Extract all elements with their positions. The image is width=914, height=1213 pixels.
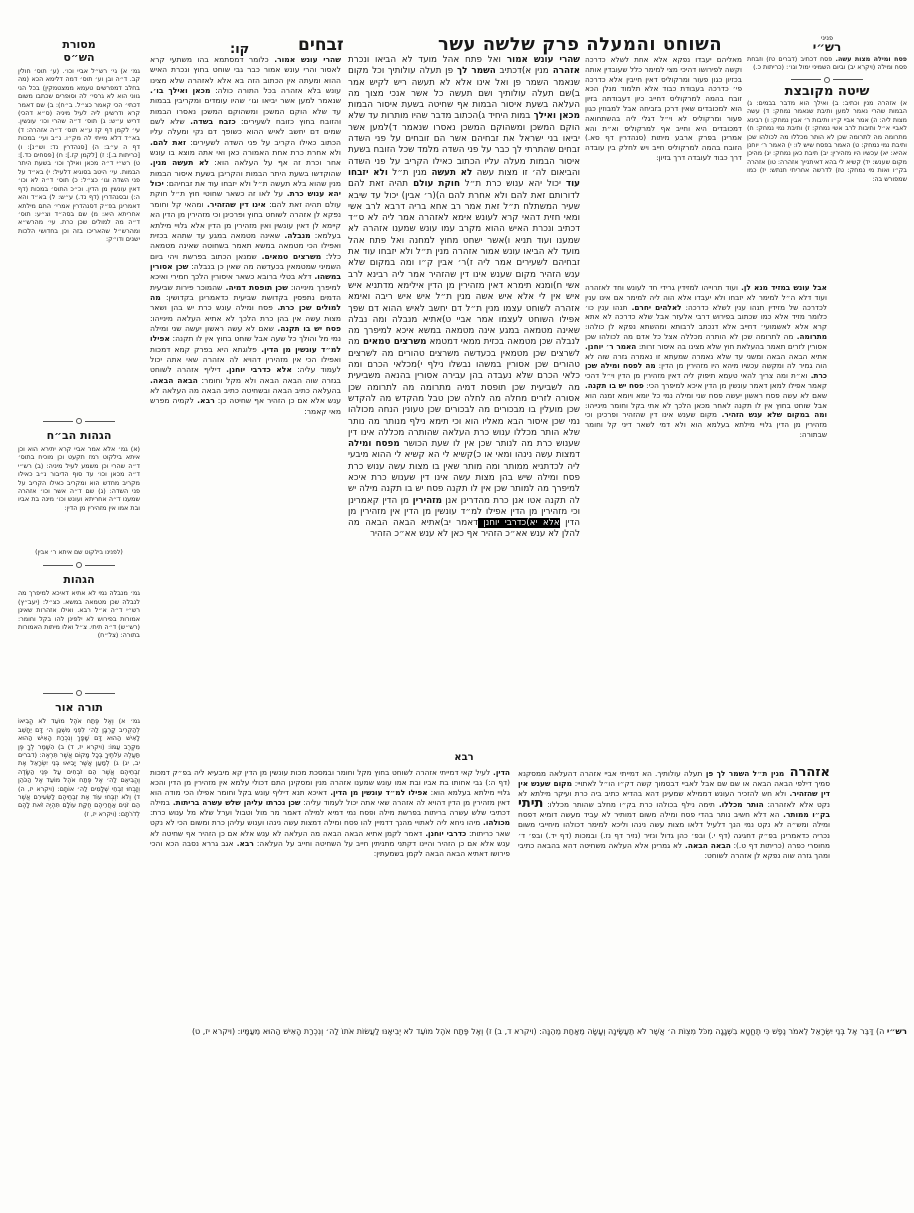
entry-catchword: אינו דין שהזהיר. <box>203 199 266 209</box>
torah-or-apparatus <box>58 1026 907 1054</box>
entry-catchword: האמר ר׳ יוחנן. <box>585 341 637 351</box>
entry-catchword: זאת להם. <box>150 137 187 147</box>
entry-catchword: מכאן ואילך בו׳. <box>150 86 211 96</box>
torah-or-text: גמ׳ א) וְאֶל פֶּתַח אֹהֶל מוֹעֵד לֹא הֱבִיאוֹ לְהַקְרִיב קָרְבָּן לַה׳ לִפְנֵי מִשְׁכַּן ה׳ דָּם יֵחָשֵׁב לָאִישׁ הַהוּא דָּם שָׁפָךְ וְנִכְרַת הָאִישׁ הַהוּא מִקֶּרֶב עַמּוֹ: (ויקרא יז, ד) ב) הִשָּׁמֶר לְךָ פֶּן תַּעֲלֶה עֹלֹתֶיךָ בְּכָל מָקוֹם אֲשֶׁר תִּרְאֶה: (דברים יב, יג) ג) לְמַעַן אֲשֶׁר יָבִיאוּ בְּנֵי יִשְׂרָאֵל אֶת זִבְחֵיהֶם אֲשֶׁר הֵם זֹבְחִים עַל פְּנֵי הַשָּׂדֶה וֶהֱבִיאֻם לַה׳ אֶל פֶּתַח אֹהֶל מוֹעֵד אֶל הַכֹּהֵן וְזָבְחוּ זִבְחֵי שְׁלָמִים לַה׳ אוֹתָם: (ויקרא יז, ה) ד) וְלֹא יִזְבְּחוּ עוֹד אֶת זִבְחֵיהֶם לַשְּׂעִירִם אֲשֶׁר הֵם זֹנִים אַחֲרֵיהֶם חֻקַּת עוֹלָם תִּהְיֶה זֹּאת לָהֶם לְדֹרֹתָם: (ויקרא יז, ז) <box>18 717 140 818</box>
gemara-column <box>348 55 580 769</box>
entry-catchword: לאלהים יחרם. <box>627 302 682 312</box>
gemara-run: מנין א)דכתיב <box>495 66 549 77</box>
gemara-run: ולא יזבחו עוד <box>348 167 580 190</box>
gemara-run: יכול יהא ענוש כרת ת״ל <box>460 179 561 190</box>
hagahot-title: הגהות <box>63 573 95 587</box>
gemara-run: שהרי עונש אמור <box>500 55 580 65</box>
page-daf-number: קו: <box>230 42 250 57</box>
tosafot-column-top: מאליהם יעבדו נפקא אלא אחת לשלא כדרכה וקשה לפירושו דהיכי מצי למימר כלל שעובדין אותה בכזיון כגון פעור ומרקוליס דאין חייבין אלא כדרכה פי׳ כדרכה בעבודת כבוד אלא תלמוד מנלן הכא זובח בהמה למרקוליס דחייב כיון דעבודתה בזיון הוא למכובדים שאין דרכן בזביחה אבל למבוזין כגון פעור ומרקוליס לא וי״ל דגלי ליה בהשתחואה דמכובדים היא וחייב אף למרקוליס וא״ת והא אמרינן בפרק ארבע מיתות (סנהדרין דף סא.) הזובח בהמה למרקוליס חייב ויש לחלק בין עובדה דרך כבוד לעובדה דרך בזיון: <box>585 55 742 162</box>
tosafot-bottom-continuation: אזהרה מנין ת״ל השמר לך פן תעלה עולותיך. הא דמייתי אביי אזהרה דהעלאה ממסקנא סמיך דילפי הבאה הבאה או שם שם אבל לאביי דבסמוך קשה דק״ו הו״ל לאתויי: מקום שענש אין דין שהזהיר. ולא חש להזכיר העונש דממילא שמעינן דהא בהדיא כתיב ביה כרת ועיקר מילתא לא נקט אלא לאזהרה: הותר מכללו. תימה נילף בכולהו כרת בק״ו מחלב שהותר מכללו: תיתי בק״ו ממותר. הא דלא חשיב נותר בהדי פסח ומילה משום דמותיר לא עביד מעשה דומיא דפסח ומילה ומש״ה לא נקט נמי הנך דלעיל דלאו מצות עשה נינהו וליכא למימר דכולהו מיחייבי משום נכריה כדאמרינן בפ״ק דחגיגה (דף י.) ובפ׳ כהן גדול ונזיר (נזיר דף נז.) ובמכות (דף יד.) ובפ׳ ד׳ מחוסרי כפרה (כריתות דף ט.): הבאה הבאה. לא גמרינן אלא העלאה משחיטה דהא בהבאה כתיבי ומהך גזרה שוה נפקא לן אזהרה לשוחט: <box>518 768 830 1018</box>
divider-ornament <box>18 562 140 568</box>
gemara-run: לא תעשה <box>426 167 473 178</box>
gemara-run: דאמר יב)אתיא הבאה הבאה מה להלן לא ענש אא״כ הזהיר אף כאן לא ענש אא״כ הזהיר <box>348 518 580 540</box>
chapter-title: השוחט והמעלה פרק שלשה עשר <box>438 34 723 55</box>
gemara-run: פן תעלה עולותיך וכל מקום שנאמר השמר פן ואל אינו אלא לא תעשה ריש לקיש אמר ב)שם תעלה עולותיך ושם תעשה כל אשר אנכי מצוך מה העלאה בשעת איסור הבמות אף שחיטה בשעת איסור הבמות <box>348 66 580 111</box>
gemara-run: מזהירין <box>408 495 443 506</box>
shita-mekubetzet-title: שיטה מקובצת <box>784 83 870 99</box>
gemara-last-word: רבא <box>454 752 474 763</box>
peninei-label: פניני <box>820 34 834 42</box>
entry-catchword: הותר מכללו. <box>714 800 764 810</box>
hagahot-habach-text: (א) גמ׳ אלא אמר אביי קרא יתירא הוא וכן איתא בילקוט רמז תקעט וכן מוכיח בתוס׳ ד״ה שהרי וכן משמע לעיל מיניה: (ב) רש״י ד״ה מכאן וכו׳ עד סוף הדיבור נ״ב כאילו מקריב מחדש הוא ומקריב כאילו הקריב על פני השדה: (ג) שם ד״ה אשר וכו׳ אזהרה שמענו ד״ה אחריתא ועונש וכו׳ מינה בת אביו ובת אמו אין מזהירין מן הדין: <box>18 445 140 512</box>
pesach-umilah-head: פסח ומילה מצות עשה. <box>835 54 907 63</box>
rashi-commentary-column: שהרי עונש אמור. כלומר דמסתמא בהו משתעי קרא לאסור והרי עונש אמור כבר גבי שוחט בחוץ ונכרת האיש ההוא ומעתה אין הכתוב הזה בא אלא לאזהרה שלא מצינו עונש בלא אזהרה בכל התורה כולה: מכאן ואילך בו׳. שנאמר למען אשר יביאו וגו׳ שהיו עומדים ומקריבין בבמות עד שלא הוקם המשכן ומשהוקם המשכן נאסרו הבמות והזובח בחוץ כזובח לשעירים: כזבח בשדה. שלא לשם שמים דם יחשב לאיש ההוא כשופך דם נקי ומעלה עליו הכתוב כאילו הקריב על פני השדה לשעירים: זאת להם. ולא אחרת כרת אחת האמורה כאן ואי אתה מוצא בו עונש אחר וכרת זה אף על העלאה הוא: לא תעשה מנין. שהוקדשו בשעת היתר הבמות והקריבן בשעת איסור הבמות מנין שהוא בלא תעשה ת״ל ולא יזבחו עוד את זבחיהם: יכול יהא ענוש כרת. על לאו זה כשאר שחוטי חוץ ת״ל חוקת עולם תהיה זאת להם: אינו דין שהזהיר. ומהאי קל וחומר נפקא לן אזהרה לשוחט בחוץ ופרכינן וכי מזהירין מן הדין הא קיימא לן דאין עונשין ואין מזהירין מן הדין אלא גלויי מילתא בעלמא: מנבלה. שאינה מטמאה במגע עד שתהא בכזית ואפילו הכי מטמאה במשא תאמר בשחוטה שאינה מטמאה כלל: משרצים טמאים. שמנאן הכתוב בפרשת ויהי ביום השמיני שמטמאין בכעדשה מה שאין כן בנבלה: שכן אסורין במשהו. דלא בטלי ברובא כשאר איסורין הלכך חמירי ואיכא למיפרך מינייהו: שכן תופסת דמיה. שהמוכר פירות שביעית הדמים נתפסין בקדושת שביעית כדאמרינן בקדושין: מה למולים שכן כרת. פסח ומילה עונש כרת יש בהן ושאר מצות עשה אין בהן כרת הלכך לא אתיא העלאה מינייהו: פסח יש בו תקנה. שאם לא עשה ראשון יעשה שני ומילה נמי מל והולך כל שעה אבל שוחט בחוץ אין לו תקנה: אפילו למ״ד עונשין מן הדין. פלוגתא היא בפרק קמא דמכות ואפילו הכי אין מזהירין דהויא לה אזהרה שאי אתה יכול לעמוד עליה: אלא כדרבי יוחנן. דיליף אזהרה לשוחט בגזרה שוה הבאה הבאה ולא מקל וחומר: הבאה הבאה. בהעלאה כתיב הבאה ובשחיטה כתיב הבאה מה העלאה לא ענש אלא אם כן הזהיר אף שחיטה כן: רבא. לקמיה מפרש מאי קאמר: <box>150 55 341 416</box>
gemara-run: חוקת עולם <box>408 179 460 190</box>
tractate-title: זבחים <box>298 35 344 55</box>
masoret-hashas-text: גמ׳ א) גי׳ רש״ל אביי וכו׳. (ע׳ תוס׳ חולין קב. ד״ה ובן וע׳ תוס׳ דמה דלימא הכא (מה בחלב דמפרשים טעמא ממצטמקין) בכל הני גווני הוא לא גרסי׳ לה וסופרים שכתבו משום דכתי׳ הכי קאמר כצ״ל. ב״ח): ב) שם דאמר קרא ודרשינן ליה לעיל מיניה (ס״א דהכי) דריש ע״ש: ג) תוס׳ ד״ה שהרי וכו׳ עונשין. עי׳ לקמן דף קז ע״א תוס׳ ד״ה אזהרה: ד) בא״ד דלא מייתי לה מק״ו. נ״ב ועי׳ במכות דף ה ע״ב: ה) [סנהדרין נד: וש״נ]: ו) [כריתות ב.]: ז) [לקמן קז.]: ח) [פסחים כד.]: ט) רש״י ד״ה מכאן ואילך וכו׳ בשעת היתר הבמות. עי׳ היטב בסוגיא דלעיל: י) בא״ד על פני השדה וגו׳ כצ״ל: כ) תוס׳ ד״ה לא וכו׳ דאין עונשין מן הדין. וכ״כ התוס׳ במכות (דף ה:) ובסנהדרין (דף נד.) ע״ש: ל) בא״ד והא דאמרינן בפ״ק דסנהדרין אמרי׳ התם מילתא אחריתא היא: מ) שם בסה״ד וצ״ע: תוס׳ ד״ה מה למולים שכן כרת. עי׳ מהרש״א ומהרש״ל שהאריכו בזה וכן בחדושי הלכות ישנים ודו״ק: <box>18 67 140 244</box>
gemara-run: דמצות עשה נינהו ומאי או כ)קשיא לי הא קשיא לי ההוא מיבעי ליה לכדתניא ממותר ומה מותר שאין בו מצות עשה ענוש כרת פסח ומילה שיש בהן מצות עשה אינו דין שענוש כרת איכא למיפרך מה למותר שכן אין לו תקנה פסח יש בו תקנה מילה יש לה תקנה אטו אנן כרת מהדרינן אנן <box>348 450 580 506</box>
hagahot-text: גמ׳ מנבלה נמי לא אתיא דאיכא למיפרך מה לנבלה שכן מטמאה במשא. כצ״ל: (יעב״ץ) רש״י ד״ה א״ל רבא. ואילו אזהרות שאינן אמורות בפירוש לא ילפינן להו בקל וחומר: (רש״ש) ד״ה תיתי. צ״ל ואלו מיתות האמורות בתורה: (צל״ח) <box>18 589 140 640</box>
gemara-run: השמר לך <box>453 66 496 77</box>
entry-catchword: ומה במקום שלא ענש הזהיר. <box>716 410 827 420</box>
entry-catchword: מתרומה. <box>793 331 827 341</box>
hagahot-habach-title: הגהות הב״ח <box>46 429 112 442</box>
entry-catchword: רבא. <box>194 396 215 406</box>
entry-catchword: אפילו למ״ד עונשין מן הדין. <box>327 788 428 798</box>
entry-catchword: משרצים טמאים. <box>256 251 322 261</box>
gemara-run: אזהרה <box>548 66 580 77</box>
entry-catchword: אפילו למ״ד עונשין מן הדין. <box>150 334 341 354</box>
gemara-text <box>348 55 580 751</box>
entry-catchword: מכולהו. <box>480 818 510 828</box>
entry-catchword: מקום שענש אין דין שהזהיר. <box>518 779 830 799</box>
rashi-margin-title: רש״י <box>812 40 842 55</box>
entry-catchword: הדין. <box>490 768 510 777</box>
entry-catchword: כדרבי יוחנן. <box>422 828 467 838</box>
gemara-run: מנין ת״ל <box>387 167 427 178</box>
apparatus-rashi-label: רש״י <box>886 1027 907 1037</box>
shita-mekubetzet-text: א) אזהרה מנין וכתיב: ב) ואילך הוא מדבר בבמים: ג) הבמות שהרי נאמר למען ותיבת שנאמר נמחק: ד) עשה מצות ליה: ה) אמר אביי ק״ו ותיבות ר׳ אבין נמחק: ו) רבינא לאביי א״ל ותיבות לרב אשי נמחק: ז) ותיבת נמי נמחק: ח) מתרומה מה לתרומה שכן לא הותר מכללו מה לכולהו שכן ותיבת נמי נמחק: ט) האמר בפסח שיש לו: י) האמר ר׳ יוחנן אהיא: יא) עכשיו היו מזהירין: יב) תיבת כאן נמחק: יג) מהיכן מקום שענש: יד) קשיא לי בהא דאיתנייך אזהרה: טו) אזהרה בק״ו ואות מי נמחק: טז) לדרשה אחריתי תנתש: יז) כמו שמפורש בה: <box>747 99 907 183</box>
entry-catchword: אבל עונש במזיד מנא לן. <box>737 283 827 292</box>
entry-catchword: יכול יהא ענוש כרת. <box>150 179 341 199</box>
gemara-run: ואל פתח אהל מועד לא הביאו ונכרת <box>348 55 501 65</box>
entry-catchword: פסח יש בו תקנה. <box>585 380 644 390</box>
entry-catchword: מנין ת״ל השמר לך פן <box>702 769 785 778</box>
apparatus-verses: ה) דַּבֵּר אֶל בְּנֵי יִשְׂרָאֵל לֵאמֹר נֶפֶשׁ כִּי תֶחֱטָא בִשְׁגָגָה מִכֹּל מִצְוֹת ה׳ אֲשֶׁר לֹא תֵעָשֶׂינָה וְעָשָׂה מֵאַחַת מֵהֵנָּה: (ויקרא ד, ב) ז) וְאֶל פֶּתַח אֹהֶל מוֹעֵד לֹא יְבִיאֶנּוּ לַעֲשׂוֹת אֹתוֹ לַה׳ וְנִכְרַת הָאִישׁ הַהוּא מֵעַמָּיו: (ויקרא יז, ט) <box>191 1027 885 1036</box>
hagahot-habach-note: (לפנינו בילקוט שם איתא ר׳ אבין) <box>35 549 123 556</box>
entry-catchword: מנבלה. <box>280 230 311 240</box>
entry-catchword: שכן נכרתו עליהן שלש עשרה בריתות. <box>169 798 301 808</box>
entry-catchword: שכן אסורין במשהו. <box>150 261 341 282</box>
entry-catchword: הבאה הבאה. <box>150 375 198 385</box>
gemara-run: מכאן ואילך <box>530 111 580 122</box>
right-margin-column <box>747 34 907 286</box>
masoret-hashas-title: מסורת <box>62 38 96 51</box>
entry-catchword: פסח יש בו תקנה. <box>273 323 341 333</box>
gemara-run: תהיה זאת להם לדורותם זאת להם ולא אחרת להם ה)(ר׳ אבין) יכול עד שיבא שעיר המשתלח ת״ל זאת אמר רב אחא בריה דרבא לרב אשי ומאי חזית דהאי קרא לעונש אימא לאזהרה אמר ליה לא ס״ד דכתיב ונכרת האיש ההוא מקרב עמו עונש שמענו אזהרה לא שמענו ועוד תניא ו)אשר ישחט מחוץ למחנה ואל פתח אהל מועד לא הביאו עונש אמור אזהרה מנין ת״ל ולא יזבחו עוד את זבחיהם לשעירים אמר ליה ז)ר׳ אבין ק״ו ומה במקום שלא ענש הזהיר מקום שענש אינו דין שהזהיר אמר ליה רבינא לרב אשי ח)ומנא תימרא דאין מזהירין מן הדין אילימא מדתניא איש איש אין לי אלא איש אשה מנין ת״ל איש איש ריבה ואימא אזהרה לשוחט עצמו מנין ת״ל דם יחשב לאיש ההוא דם שפך אפילו השוחט לעצמו אמר אביי ט)אתיא מנבלה ומה נבלה שאינה מטמאה במגע אינה מטמאה במשא איכא למיפרך מה לנבלה שכן מטמאה בכזית ממאי דמטמא <box>348 179 580 348</box>
divider-ornament <box>18 690 140 696</box>
entry-catchword: מה לפסח ומילה שכן כרת. <box>585 361 827 381</box>
entry-catchword: כזבח בשדה. <box>184 117 236 127</box>
gemara-run: משרצים טמאים <box>359 337 427 348</box>
left-margin-column <box>18 36 140 1014</box>
entry-initial-word: תיתי <box>518 796 544 812</box>
divider-ornament <box>18 418 140 424</box>
entry-catchword: רבא. <box>233 838 254 848</box>
rashi-bottom-continuation: הדין. לעיל קאי דמייתי אזהרה לשוחט בחוץ מקל וחומר ובמסכת מכות עונשין מן הדין קא מיבעיא ליה בפ״ק דמכות (דף ה:) גבי אחותו בת אביו ובת אמו עונש שמענו אזהרה מנין ומסקינן התם דכולי עלמא אין מזהירין מן הדין והכא גלויי מילתא בעלמא הוא: אפילו למ״ד עונשין מן הדין. דאיכא תנא דיליף עונש בקל וחומר אפילו הכי מודה הוא דאין מזהירין מן הדין דהויא לה אזהרה שאי אתה יכול לעמוד עליה: שכן נכרתו עליהן שלש עשרה בריתות. במילה דכתיבי שלש עשרה בריתות בפרשת מילה ופסח נמי דמיא למילה דאמר מר מול וטבול וערל שלא מל ענוש כרת: מכולהו. מיהו ניחא ליה לאתויי מהנך דדמיין להו פסח ומילה דמצות עשה נינהו וענוש עליהן כרת ומשום הכי לא נקט שאר כריתות: כדרבי יוחנן. דאמר לקמן אתיא הבאה הבאה מה העלאה לא ענש אלא אם כן הזהיר אף שחיטה לא ענש אלא אם כן הזהיר והיינו דקתני מתניתין חייב על השחיטה וחייב על העלאה: רבא. אגב גררא נסבה הכא והכי פירושו דאתיא הבאה הבאה לקמן בשמעתין: <box>150 768 510 858</box>
entry-initial-word: אזהרה <box>784 768 830 780</box>
pesach-umilah-note <box>747 55 907 72</box>
tosafot-column-main: אבל עונש במזיד מנא לן. ועוד תרוייהו למזידין גרידי חד לעונש וחד לאזהרה ועוד דלא ה״ל למימר לא יזבחו ולא יעבדו אלא הוה ליה למימר אם אינו ענין לכדרכה של מזידין תנהו ענין לשלא כדרכה: לאלהים יחרם. תנהו ענין כו׳ כלומר מזיד אלא כמו שכתוב בפירוש דרבי אלעזר אבל שלא כדרכה לא אתא קרא אלא לאשמועי׳ דחייב אלא דנכתב לרבותא ומהשתא נפקא לן כולהו: מתרומה. מה לתרומה שכן לא הותרה מכללה אצל כל אדם מה לכולהו שכן אסורין לזרים תאמר בהעלאת חוץ שלא מצינו בה איסור זרות: האמר ר׳ יוחנן. אתיא הבאה הבאה ומשני עד שלא נאמרה שמעתא זו נאמרה גזרה שוה לא הוה גמיר לה ומקשה עכשיו מיהא היו מזהירין מן הדין: מה לפסח ומילה שכן כרת. וא״ת ומה צריך להאי טעמא תיפוק ליה דאין מזהירין מן הדין וי״ל דהכי קאמר אפילו למאן דאמר עונשין מן הדין איכא למיפרך הכי: פסח יש בו תקנה. שאם לא עשה פסח ראשון יעשה פסח שני ומילה נמי כל יומא ויומא זמנה הוא אבל שוחט בחוץ אין לו תקנה לאחר מכאן הלכך לא אתי בקל וחומר מינייהו: ומה במקום שלא ענש הזהיר. מקום שענש אינו דין שהזהיר ופרכינן וכי מזהירין מן הדין גלויי מילתא בעלמא הוא ולא דמי לשאר דיני קל וחומר שבתורה: <box>585 283 827 439</box>
torah-or-title: תורה אור <box>55 701 103 715</box>
pesach-umilah-body: פסח דכתיב (דברים טז) וזבחת פסח ומילה (ויקרא יב) וביום השמיני ימול וגו׳: (כריתות כ.) <box>747 54 907 72</box>
highlighted-selection[interactable]: אלא יא)כדרבי יוחנן <box>477 518 560 529</box>
masoret-hashas-title-2: הש״ס <box>63 51 95 64</box>
entry-catchword: לא תעשה מנין. <box>150 158 210 168</box>
gemara-run: במות היחיד ג)הכתוב מדבר שהיו מותרות עד שלא הוקם המשכן ומשהוקם המשכן נאסרו שנאמר ד)למען אשר יביאו בני ישראל את זבחיהם אשר הם זובחים על פני השדה זבחים שהתרתי לך כבר על פני השדה מלמד שכל הזובח בשעת איסור הבמות מעלה עליו הכתוב כאילו הקריב על פני השדה והביאום לה׳ זו מצות עשה <box>348 111 580 178</box>
entry-catchword: אלא כדרבי יוחנן. <box>220 365 292 375</box>
entry-catchword: שהרי עונש אמור. <box>268 55 341 64</box>
entry-catchword: מה למולים שכן כרת. <box>150 292 341 313</box>
gemara-run: מה לשרצים שכן מטמאין בכעדשה משרצים טהורים מה לשרצים טהורים שכן אסורין במשהו נבשלו נילף י)מכלאי הכרם ומה כלאי הכרם שלא נעבדה בהן עבירה אסורין בהנאה משביעית מה לשביעית שכן תופסת דמיה מתרומה מה לתרומה שכן אסורה לזרים מחלה מה לחלה שכן טבל מהקדש מה להקדש שכן מועלין בו מבכורים מה לבכורים שכן טעונין הנחה מכולהו נמי שכן איסור הבא מאליו הוא וכי תימא נילף מנותר מה נותר שלא הותר מכללו ענוש כרת העלאה שהותרה מכללה אינו דין שענוש כרת מה לנותר שכן אין לו שעת הכושר <box>348 337 580 450</box>
gemara-run: מן הדין קאמרינן וכי מזהירין מן הדין אפילו למ״ד עונשין מן הדין אין מזהירין מן הדין <box>348 495 580 529</box>
gemara-run: מפסח ומילה <box>348 439 400 450</box>
entry-catchword: שכן תופסת דמיה. <box>222 282 288 292</box>
divider-ornament <box>747 77 907 83</box>
entry-catchword: הבאה הבאה. <box>682 840 731 850</box>
entry-catchword: בק״ו ממותר. <box>779 810 830 820</box>
